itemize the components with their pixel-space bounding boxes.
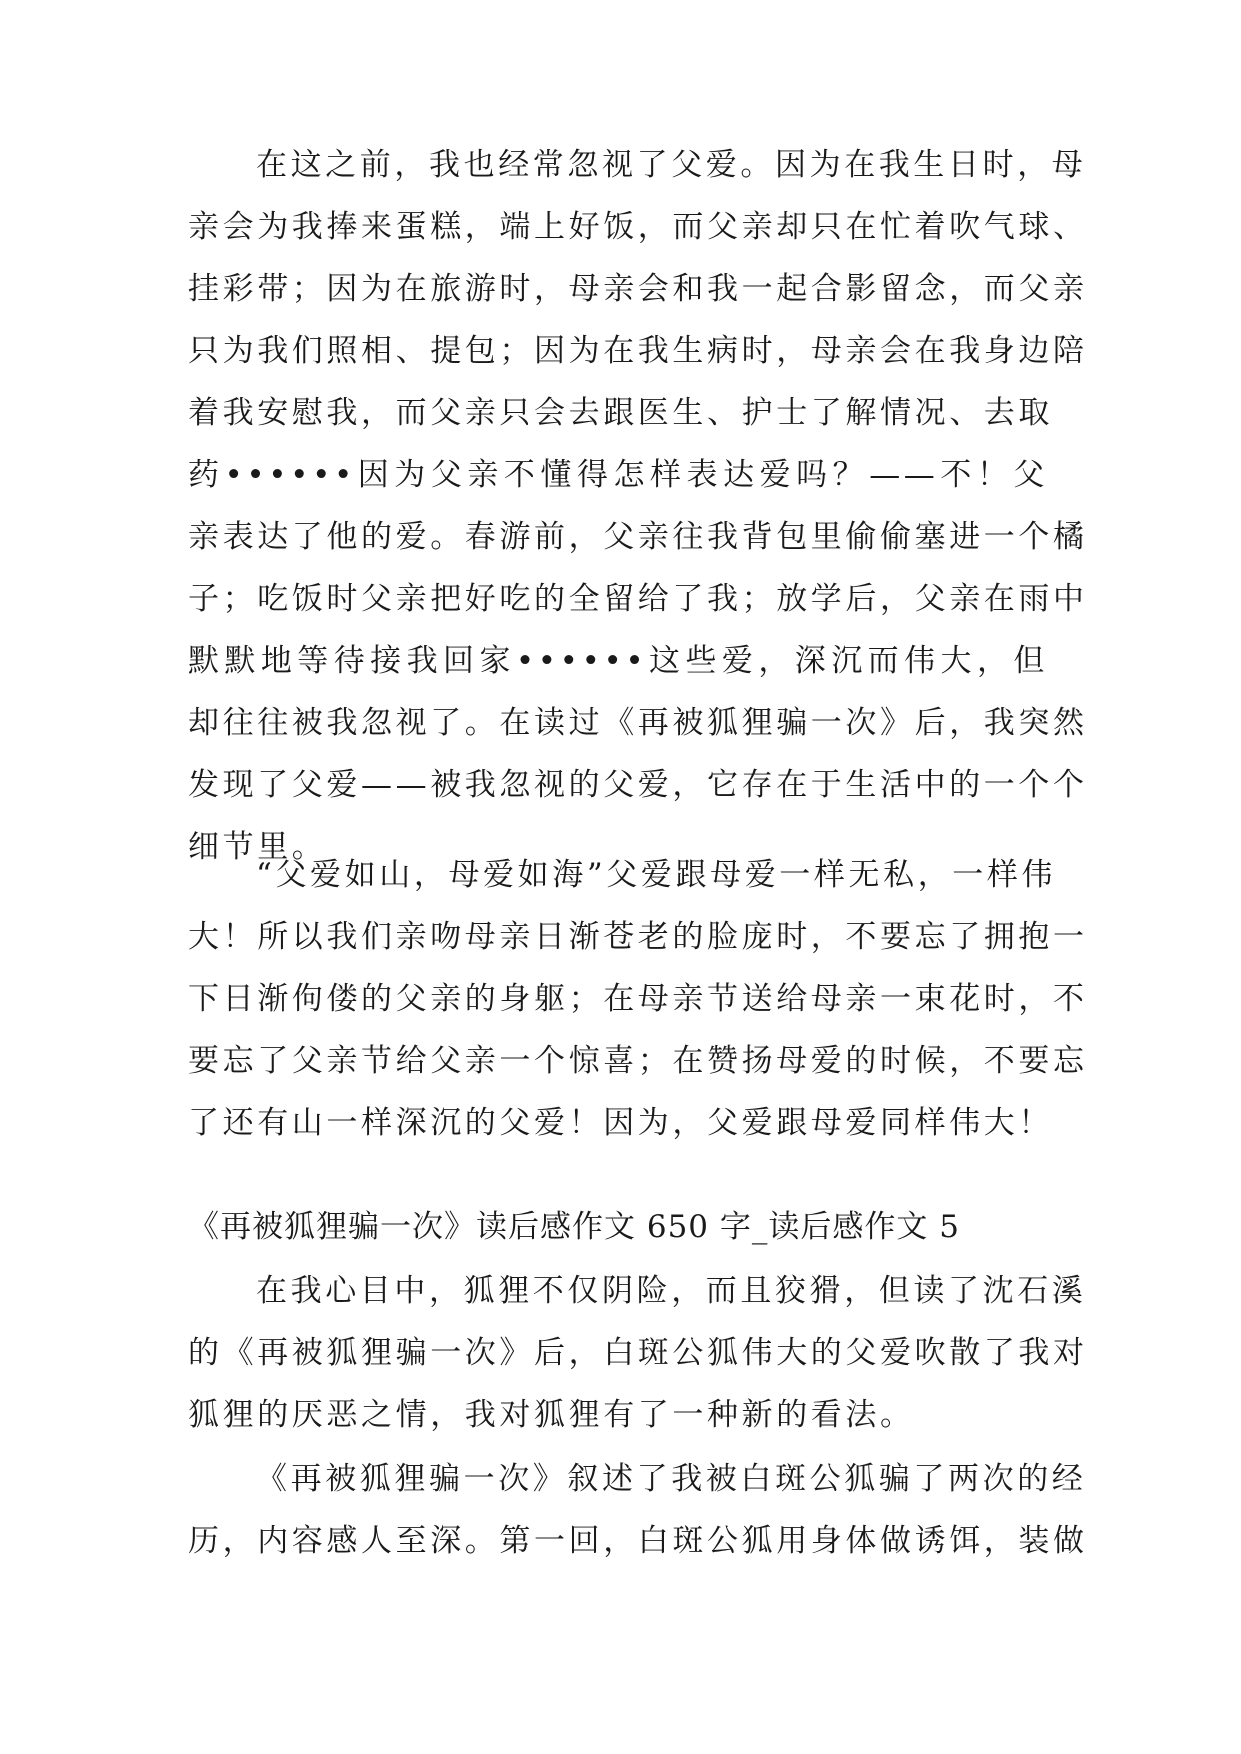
paragraph-line: 只为我们照相、提包；因为在我生病时，母亲会在我身边陪 <box>188 333 1088 369</box>
paragraph-line: 发现了父爱——被我忽视的父爱，它存在于生活中的一个个 <box>188 767 1088 803</box>
paragraph-line: 了还有山一样深沉的父爱！因为，父爱跟母爱同样伟大！ <box>188 1105 1053 1141</box>
paragraph-line: 默默地等待接我回家••••••这些爱，深沉而伟大，但 <box>188 643 1048 679</box>
paragraph-father-love-neglected <box>188 134 1088 878</box>
paragraph-line: 历，内容感人至深。第一回，白斑公狐用身体做诱饵，装做 <box>188 1523 1088 1559</box>
essay-heading: 《再被狐狸骗一次》读后感作文 650 字_读后感作文 5 <box>188 1209 960 1245</box>
paragraph-line: “父爱如山，母爱如海”父爱跟母爱一样无私，一样伟 <box>256 857 1057 893</box>
paragraph-fox-impression <box>188 1260 1088 1446</box>
paragraph-line: 下日渐佝偻的父亲的身躯；在母亲节送给母亲一束花时，不 <box>188 981 1088 1017</box>
paragraph-line: 亲表达了他的爱。春游前，父亲往我背包里偷偷塞进一个橘 <box>188 519 1088 555</box>
paragraph-line: 要忘了父亲节给父亲一个惊喜；在赞扬母爱的时候，不要忘 <box>188 1043 1088 1079</box>
paragraph-line: 却往往被我忽视了。在读过《再被狐狸骗一次》后，我突然 <box>188 705 1088 741</box>
paragraph-story-summary <box>188 1448 1088 1572</box>
paragraph-line: 着我安慰我，而父亲只会去跟医生、护士了解情况、去取 <box>188 395 1053 431</box>
paragraph-line: 的《再被狐狸骗一次》后，白斑公狐伟大的父爱吹散了我对 <box>188 1335 1088 1371</box>
paragraph-line: 狐狸的厌恶之情，我对狐狸有了一种新的看法。 <box>188 1397 915 1433</box>
paragraph-line: 在这之前，我也经常忽视了父爱。因为在我生日时，母 <box>256 147 1087 183</box>
paragraph-line: 药••••••因为父亲不懂得怎样表达爱吗？——不！父 <box>188 457 1048 493</box>
paragraph-line: 亲会为我捧来蛋糕，端上好饭，而父亲却只在忙着吹气球、 <box>188 209 1088 245</box>
paragraph-line: 《再被狐狸骗一次》叙述了我被白斑公狐骗了两次的经 <box>256 1461 1087 1497</box>
paragraph-line: 细节里。 <box>188 829 327 865</box>
paragraph-line: 子；吃饭时父亲把好吃的全留给了我；放学后，父亲在雨中 <box>188 581 1088 617</box>
paragraph-line: 在我心目中，狐狸不仅阴险，而且狡猾，但读了沈石溪 <box>256 1273 1087 1309</box>
paragraph-father-love-mountain <box>188 844 1088 1154</box>
paragraph-line: 挂彩带；因为在旅游时，母亲会和我一起合影留念，而父亲 <box>188 271 1088 307</box>
paragraph-line: 大！所以我们亲吻母亲日渐苍老的脸庞时，不要忘了拥抱一 <box>188 919 1088 955</box>
